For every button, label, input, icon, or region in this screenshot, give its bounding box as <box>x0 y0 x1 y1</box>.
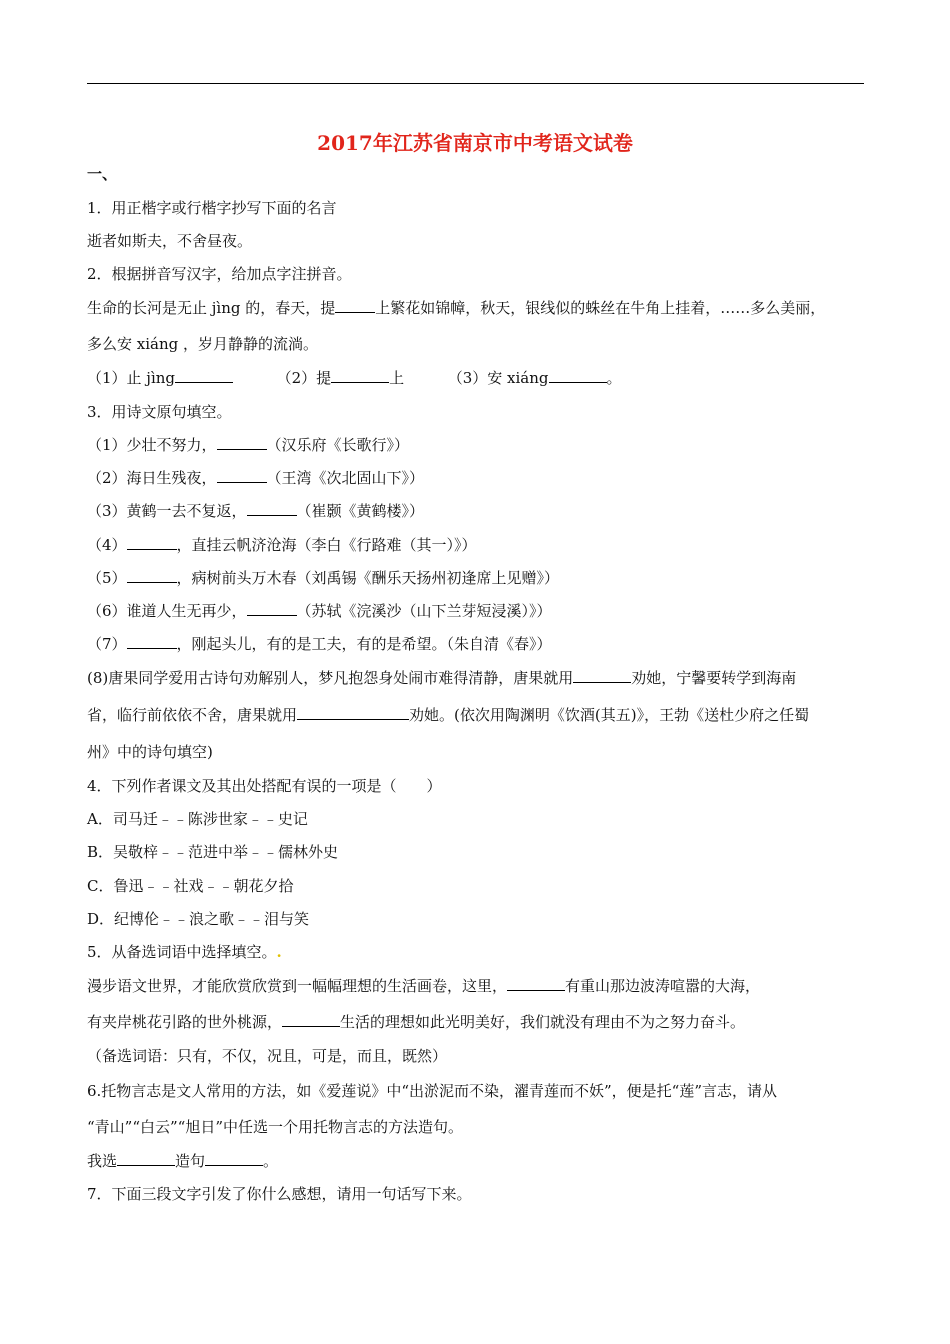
question-1-prompt: 1．用正楷字或行楷字抄写下面的名言 <box>87 199 337 217</box>
question-3-item-8-line-2 <box>87 705 809 725</box>
item-label: 上 <box>389 369 405 387</box>
question-3-item-8-line-1 <box>87 668 796 688</box>
answer-blank[interactable] <box>247 501 297 516</box>
item-source: ，病树前头万木春（刘禹锡《酬乐天扬州初逢席上见赠》） <box>176 569 560 587</box>
answer-blank[interactable] <box>217 468 267 483</box>
question-3-item-8-line-3: 州》中的诗句填空) <box>87 743 213 761</box>
option-b[interactable]: B．吴敬梓﹣﹣范进中举﹣﹣儒林外史 <box>87 843 339 861</box>
page-title: 2017年江苏省南京市中考语文试卷 <box>317 131 633 155</box>
option-d[interactable]: D．纪博伦﹣﹣浪之歌﹣﹣泪与笑 <box>87 910 310 928</box>
item-label: （1）止 jìng <box>87 369 176 387</box>
question-5-prompt <box>87 942 282 962</box>
item-text: （2）海日生残夜， <box>87 469 217 487</box>
item-text: （6）谁道人生无再少， <box>87 602 247 620</box>
prompt-text: 。 <box>263 1152 279 1170</box>
question-3-prompt: 3．用诗文原句填空。 <box>87 403 232 421</box>
prompt-text: 造句 <box>175 1152 206 1170</box>
question-5-line-1 <box>87 976 760 996</box>
passage-text: 漫步语文世界，才能欣赏欣赏到一幅幅理想的生活画卷，这里， <box>87 977 508 995</box>
question-2-passage-line-2: 多么安 xiáng ，岁月静静的流淌。 <box>87 335 318 353</box>
question-4-prompt: 4．下列作者课文及其出处搭配有误的一项是（ ） <box>87 777 442 795</box>
question-1-quote: 逝者如斯夫，不舍昼夜。 <box>87 232 253 250</box>
question-2-passage-line-1 <box>87 298 825 318</box>
answer-blank[interactable] <box>127 535 177 550</box>
answer-blank[interactable] <box>247 601 297 616</box>
item-text: （4） <box>87 536 127 554</box>
header-rule <box>87 83 864 84</box>
passage-text: 有夹岸桃花引路的世外桃源， <box>87 1013 283 1031</box>
section-heading: 一、 <box>87 165 118 183</box>
answer-blank[interactable] <box>127 634 177 649</box>
prompt-text: 5．从备选词语中选择填空。 <box>87 943 277 961</box>
question-3-item-7 <box>87 634 552 654</box>
item-label: （2） <box>276 369 317 387</box>
item-text: 省，临行前依依不舍，唐果就用 <box>87 706 298 724</box>
item-source: （苏轼《浣溪沙（山下兰芽短浸溪）》） <box>296 602 552 620</box>
prompt-text: 我选 <box>87 1152 118 1170</box>
item-text: （7） <box>87 635 127 653</box>
question-2-items <box>87 368 622 388</box>
question-3-item-3 <box>87 501 424 521</box>
passage-text: 上繁花如锦幛，秋天，银线似的蛛丝在牛角上挂着，……多么美丽， <box>375 299 826 317</box>
question-3-item-4 <box>87 535 477 555</box>
item-label: 提 <box>316 369 332 387</box>
question-3-item-6 <box>87 601 552 621</box>
passage-text: 有重山那边波涛喧嚣的大海， <box>565 977 761 995</box>
question-5-options: （备选词语：只有，不仅，况且，可是，而且，既然） <box>87 1047 448 1065</box>
decorative-dot: . <box>276 943 282 961</box>
passage-text: 生命的长河是无止 jìng 的，春天， <box>87 299 321 317</box>
item-text: （5） <box>87 569 127 587</box>
answer-blank[interactable] <box>335 298 375 313</box>
question-6-line-1: 6.托物言志是文人常用的方法，如《爱莲说》中“出淤泥而不染，濯青莲而不妖”，便是托“莲”言志，请从 <box>87 1082 777 1100</box>
item-source: ，刚起头儿，有的是工夫，有的是希望。（朱自清《春》） <box>176 635 552 653</box>
answer-blank[interactable] <box>507 976 565 991</box>
question-2-prompt: 2．根据拼音写汉字，给加点字注拼音。 <box>87 265 352 283</box>
question-3-item-5 <box>87 568 559 588</box>
passage-text: 生活的理想如此光明美好，我们就没有理由不为之努力奋斗。 <box>340 1013 746 1031</box>
item-text: (8)唐果同学爱用古诗句劝解别人，梦凡抱怨身处闹市难得清静，唐果就用 <box>87 669 574 687</box>
answer-blank[interactable] <box>175 368 233 383</box>
item-source: （汉乐府《长歌行》） <box>266 436 410 454</box>
item-source: （王湾《次北固山下》） <box>266 469 425 487</box>
question-7-prompt: 7．下面三段文字引发了你什么感想，请用一句话写下来。 <box>87 1185 472 1203</box>
item-label: （3）安 xiáng <box>447 369 549 387</box>
item-source: （崔颢《黄鹤楼》） <box>296 502 425 520</box>
item-source: ，直挂云帆济沧海（李白《行路难（其一）》） <box>176 536 477 554</box>
answer-blank[interactable] <box>217 435 267 450</box>
option-a[interactable]: A．司马迁﹣﹣陈涉世家﹣﹣史记 <box>87 810 308 828</box>
item-text: （3）黄鹤一去不复返， <box>87 502 247 520</box>
answer-blank[interactable] <box>549 368 607 383</box>
item-label: 。 <box>606 369 622 387</box>
answer-blank[interactable] <box>331 368 389 383</box>
question-6-line-2: “青山”“白云”“旭日”中任选一个用托物言志的方法造句。 <box>87 1118 464 1136</box>
item-text: 劝她。(依次用陶渊明《饮酒(其五)》，王勃《送杜少府之任蜀 <box>409 706 810 724</box>
question-6-line-3 <box>87 1151 278 1171</box>
item-text: （1）少壮不努力， <box>87 436 217 454</box>
question-3-item-2 <box>87 468 424 488</box>
answer-blank[interactable] <box>127 568 177 583</box>
answer-blank[interactable] <box>205 1151 263 1166</box>
answer-blank[interactable] <box>117 1151 175 1166</box>
item-text: 劝她，宁馨要转学到海南 <box>631 669 797 687</box>
question-3-item-1 <box>87 435 409 455</box>
answer-blank[interactable] <box>573 668 631 683</box>
answer-blank[interactable] <box>297 705 409 720</box>
option-c[interactable]: C．鲁迅﹣﹣社戏﹣﹣朝花夕拾 <box>87 877 294 895</box>
passage-text: 提 <box>320 299 336 317</box>
question-5-line-2 <box>87 1012 745 1032</box>
answer-blank[interactable] <box>282 1012 340 1027</box>
